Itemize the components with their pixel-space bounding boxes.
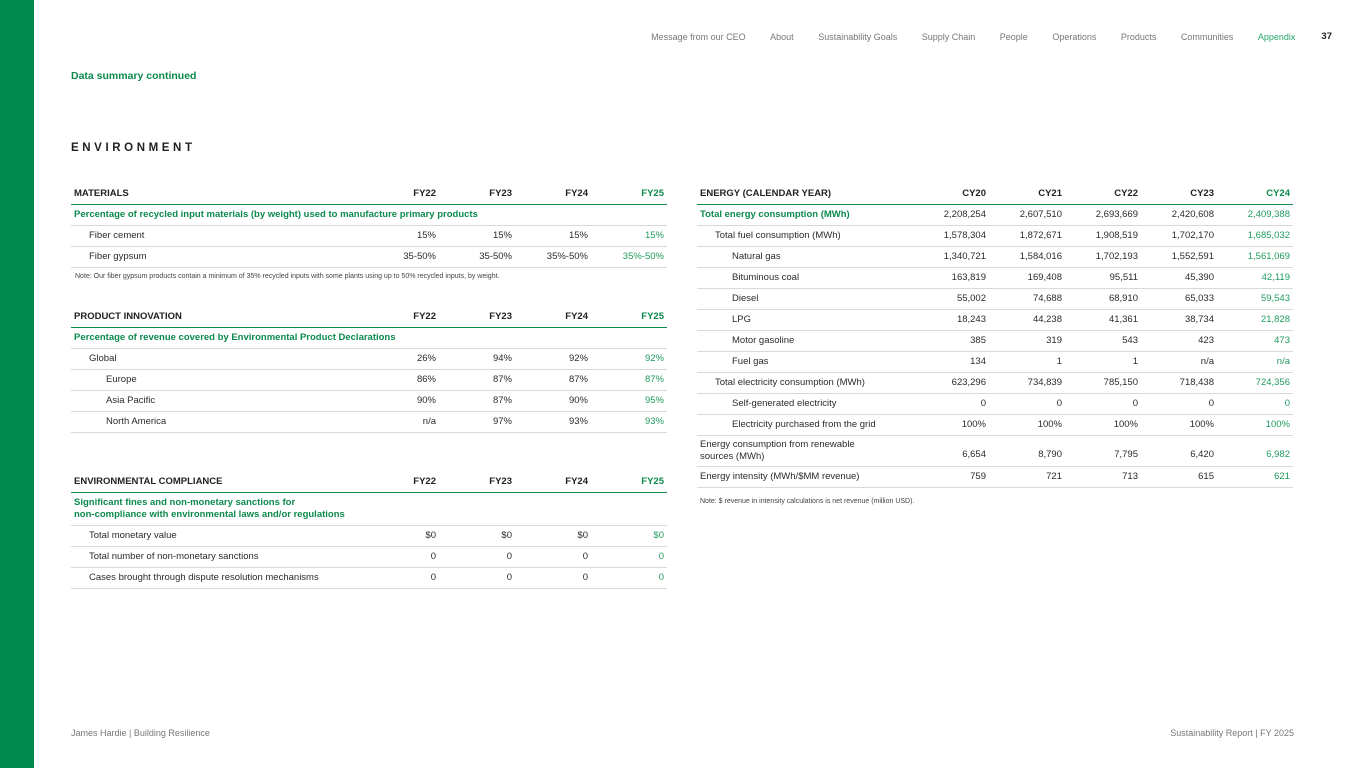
table-cell: 0 [361, 567, 439, 588]
table-header-row [71, 306, 667, 327]
materials-note: Note: Our fiber gypsum products contain a minimum of 35% recycled inputs with some plants using up to 50% recycled inputs, by weight. [75, 273, 500, 280]
table-cell: 65,033 [1141, 288, 1217, 309]
column-header: MATERIALS [71, 183, 361, 204]
table-cell: 0 [591, 567, 667, 588]
table-cell: 0 [439, 567, 515, 588]
table-cell: 1,872,671 [989, 225, 1065, 246]
table-cell: 8,790 [989, 435, 1065, 466]
table-cell: 1,702,193 [1065, 246, 1141, 267]
table-cell: 35%-50% [591, 246, 667, 267]
column-header: CY21 [989, 183, 1065, 204]
table-cell: 718,438 [1141, 372, 1217, 393]
table-cell: 423 [1141, 330, 1217, 351]
row-label: Total number of non-monetary sanctions [71, 546, 361, 567]
table-cell: 623,296 [913, 372, 989, 393]
table-cell: 6,420 [1141, 435, 1217, 466]
table-cell: 0 [1217, 393, 1293, 414]
row-label: Total monetary value [71, 525, 361, 546]
table-cell: 0 [361, 546, 439, 567]
table-cell: 1,340,721 [913, 246, 989, 267]
table-row [697, 372, 1293, 393]
table-cell: 95% [591, 390, 667, 411]
table-cell: n/a [361, 411, 439, 432]
table-cell: 92% [515, 348, 591, 369]
environmental-compliance-table [71, 471, 667, 589]
table-cell: 44,238 [989, 309, 1065, 330]
table-cell: 721 [989, 466, 1065, 487]
table-cell: 0 [913, 393, 989, 414]
section-title: ENVIRONMENT [71, 142, 196, 154]
row-label-line: Energy consumption from renewable [700, 438, 855, 450]
row-label: Cases brought through dispute resolution mechanisms [71, 567, 361, 588]
total-energy-row [697, 204, 1293, 225]
row-label: Total energy consumption (MWh) [697, 204, 913, 225]
column-header: FY25 [591, 471, 667, 492]
nav-link-about[interactable]: About [770, 31, 794, 42]
row-label: Natural gas [697, 246, 913, 267]
table-cell: 7,795 [1065, 435, 1141, 466]
energy-table [697, 183, 1293, 488]
row-label: LPG [697, 309, 913, 330]
table-cell: 15% [591, 225, 667, 246]
nav-link-ceo-message[interactable]: Message from our CEO [651, 31, 746, 42]
table-cell: 92% [591, 348, 667, 369]
table-cell: 100% [1065, 414, 1141, 435]
category-label: Percentage of recycled input materials (by weight) used to manufacture primary products [71, 204, 667, 225]
row-label: Fiber cement [71, 225, 361, 246]
energy-note: Note: $ revenue in intensity calculations is net revenue (million USD). [700, 498, 915, 505]
table-cell: 615 [1141, 466, 1217, 487]
table-cell: 0 [1065, 393, 1141, 414]
table-cell: 21,828 [1217, 309, 1293, 330]
table-cell: 1,702,170 [1141, 225, 1217, 246]
table-cell: $0 [515, 525, 591, 546]
column-header: CY24 [1217, 183, 1293, 204]
table-cell: 90% [515, 390, 591, 411]
table-row [697, 267, 1293, 288]
table-row [71, 567, 667, 588]
row-label: Self-generated electricity [697, 393, 913, 414]
table-cell: 713 [1065, 466, 1141, 487]
page-number: 37 [1321, 31, 1332, 42]
table-cell: 1,685,032 [1217, 225, 1293, 246]
category-row [71, 204, 667, 225]
table-cell: 93% [591, 411, 667, 432]
table-row [697, 246, 1293, 267]
category-row [71, 327, 667, 348]
table-row [71, 348, 667, 369]
column-header: ENERGY (CALENDAR YEAR) [697, 183, 913, 204]
table-cell: 97% [439, 411, 515, 432]
table-cell: 35-50% [439, 246, 515, 267]
table-cell: 2,607,510 [989, 204, 1065, 225]
row-label: North America [71, 411, 361, 432]
nav-link-communities[interactable]: Communities [1180, 31, 1234, 42]
row-label: Electricity purchased from the grid [697, 414, 913, 435]
column-header: FY22 [361, 471, 439, 492]
row-label: Total fuel consumption (MWh) [697, 225, 913, 246]
row-label [697, 435, 913, 466]
table-cell: 87% [591, 369, 667, 390]
table-cell: 93% [515, 411, 591, 432]
row-label: Total electricity consumption (MWh) [697, 372, 913, 393]
category-label [71, 492, 667, 525]
table-cell: 0 [591, 546, 667, 567]
table-row [71, 225, 667, 246]
table-row [71, 411, 667, 432]
table-cell: 6,982 [1217, 435, 1293, 466]
category-label-line: non-compliance with environmental laws and/or regulations [74, 508, 345, 520]
table-row [697, 225, 1293, 246]
materials-table [71, 183, 667, 268]
table-header-row [71, 471, 667, 492]
table-cell: 0 [515, 546, 591, 567]
table-row [71, 546, 667, 567]
table-cell: 1 [1065, 351, 1141, 372]
nav-link-sustainability-goals[interactable]: Sustainability Goals [818, 31, 898, 42]
table-cell: 1,584,016 [989, 246, 1065, 267]
table-cell: 100% [1217, 414, 1293, 435]
table-cell: 2,409,388 [1217, 204, 1293, 225]
table-row [71, 525, 667, 546]
table-cell: 55,002 [913, 288, 989, 309]
nav-link-products[interactable]: Products [1120, 31, 1157, 42]
table-row [697, 351, 1293, 372]
column-header: FY23 [439, 306, 515, 327]
table-cell: 621 [1217, 466, 1293, 487]
table-cell: 90% [361, 390, 439, 411]
column-header: FY24 [515, 306, 591, 327]
table-row [697, 330, 1293, 351]
table-cell: 86% [361, 369, 439, 390]
table-header-row [697, 183, 1293, 204]
table-cell: 1,561,069 [1217, 246, 1293, 267]
column-header: FY24 [515, 471, 591, 492]
table-cell: 2,208,254 [913, 204, 989, 225]
table-cell: $0 [591, 525, 667, 546]
column-header: FY25 [591, 306, 667, 327]
table-cell: 42,119 [1217, 267, 1293, 288]
table-cell: 38,734 [1141, 309, 1217, 330]
table-cell: 94% [439, 348, 515, 369]
table-cell: 15% [515, 225, 591, 246]
table-cell: 18,243 [913, 309, 989, 330]
column-header: CY23 [1141, 183, 1217, 204]
table-row [697, 414, 1293, 435]
nav-link-supply-chain[interactable]: Supply Chain [921, 31, 976, 42]
category-row [71, 492, 667, 525]
column-header: ENVIRONMENTAL COMPLIANCE [71, 471, 361, 492]
top-navigation [627, 31, 1332, 42]
row-label: Europe [71, 369, 361, 390]
row-label: Motor gasoline [697, 330, 913, 351]
table-cell: 59,543 [1217, 288, 1293, 309]
table-cell: 100% [913, 414, 989, 435]
page-subtitle: Data summary continued [71, 70, 197, 82]
footer-report: Sustainability Report | FY 2025 [1170, 728, 1294, 738]
table-cell: $0 [361, 525, 439, 546]
product-innovation-table [71, 306, 667, 433]
table-row [697, 435, 1293, 466]
row-label-line: sources (MWh) [700, 450, 765, 462]
column-header: FY22 [361, 183, 439, 204]
table-row [697, 466, 1293, 487]
table-cell: 0 [515, 567, 591, 588]
table-cell: 35-50% [361, 246, 439, 267]
category-label: Percentage of revenue covered by Environmental Product Declarations [71, 327, 667, 348]
table-cell: 68,910 [1065, 288, 1141, 309]
nav-link-people[interactable]: People [999, 31, 1028, 42]
column-header: FY25 [591, 183, 667, 204]
table-cell: 1 [989, 351, 1065, 372]
table-cell: 319 [989, 330, 1065, 351]
table-cell: 385 [913, 330, 989, 351]
table-header-row [71, 183, 667, 204]
nav-link-operations[interactable]: Operations [1052, 31, 1097, 42]
table-cell: 543 [1065, 330, 1141, 351]
row-label: Asia Pacific [71, 390, 361, 411]
table-cell: 1,552,591 [1141, 246, 1217, 267]
table-cell: 87% [439, 390, 515, 411]
column-header: CY20 [913, 183, 989, 204]
table-cell: 734,839 [989, 372, 1065, 393]
table-cell: 0 [989, 393, 1065, 414]
column-header: FY23 [439, 183, 515, 204]
category-label-line: Significant fines and non-monetary sanctions for [74, 496, 296, 508]
table-cell: 0 [1141, 393, 1217, 414]
column-header: FY23 [439, 471, 515, 492]
table-row [697, 309, 1293, 330]
table-cell: 15% [439, 225, 515, 246]
table-cell: 35%-50% [515, 246, 591, 267]
nav-link-appendix[interactable]: Appendix [1257, 31, 1296, 42]
table-cell: 6,654 [913, 435, 989, 466]
table-cell: 26% [361, 348, 439, 369]
table-cell: 2,693,669 [1065, 204, 1141, 225]
table-row [697, 393, 1293, 414]
table-row [697, 288, 1293, 309]
table-cell: 759 [913, 466, 989, 487]
row-label: Diesel [697, 288, 913, 309]
table-cell: 87% [439, 369, 515, 390]
table-cell: 724,356 [1217, 372, 1293, 393]
table-cell: 1,908,519 [1065, 225, 1141, 246]
column-header: PRODUCT INNOVATION [71, 306, 361, 327]
table-cell: 100% [989, 414, 1065, 435]
table-cell: $0 [439, 525, 515, 546]
table-cell: n/a [1141, 351, 1217, 372]
column-header: CY22 [1065, 183, 1141, 204]
table-row [71, 369, 667, 390]
table-cell: 785,150 [1065, 372, 1141, 393]
table-cell: 134 [913, 351, 989, 372]
row-label: Global [71, 348, 361, 369]
table-cell: 2,420,608 [1141, 204, 1217, 225]
row-label: Energy intensity (MWh/$MM revenue) [697, 466, 913, 487]
footer-brand: James Hardie | Building Resilience [71, 728, 210, 738]
row-label: Fiber gypsum [71, 246, 361, 267]
table-cell: 163,819 [913, 267, 989, 288]
table-row [71, 246, 667, 267]
row-label: Bituminous coal [697, 267, 913, 288]
table-cell: 1,578,304 [913, 225, 989, 246]
table-cell: 473 [1217, 330, 1293, 351]
table-cell: 41,361 [1065, 309, 1141, 330]
table-cell: 169,408 [989, 267, 1065, 288]
table-cell: 15% [361, 225, 439, 246]
brand-side-bar [0, 0, 34, 768]
table-cell: n/a [1217, 351, 1293, 372]
table-cell: 45,390 [1141, 267, 1217, 288]
table-cell: 87% [515, 369, 591, 390]
table-row [71, 390, 667, 411]
row-label: Fuel gas [697, 351, 913, 372]
table-cell: 95,511 [1065, 267, 1141, 288]
column-header: FY22 [361, 306, 439, 327]
column-header: FY24 [515, 183, 591, 204]
table-cell: 100% [1141, 414, 1217, 435]
table-cell: 74,688 [989, 288, 1065, 309]
table-cell: 0 [439, 546, 515, 567]
